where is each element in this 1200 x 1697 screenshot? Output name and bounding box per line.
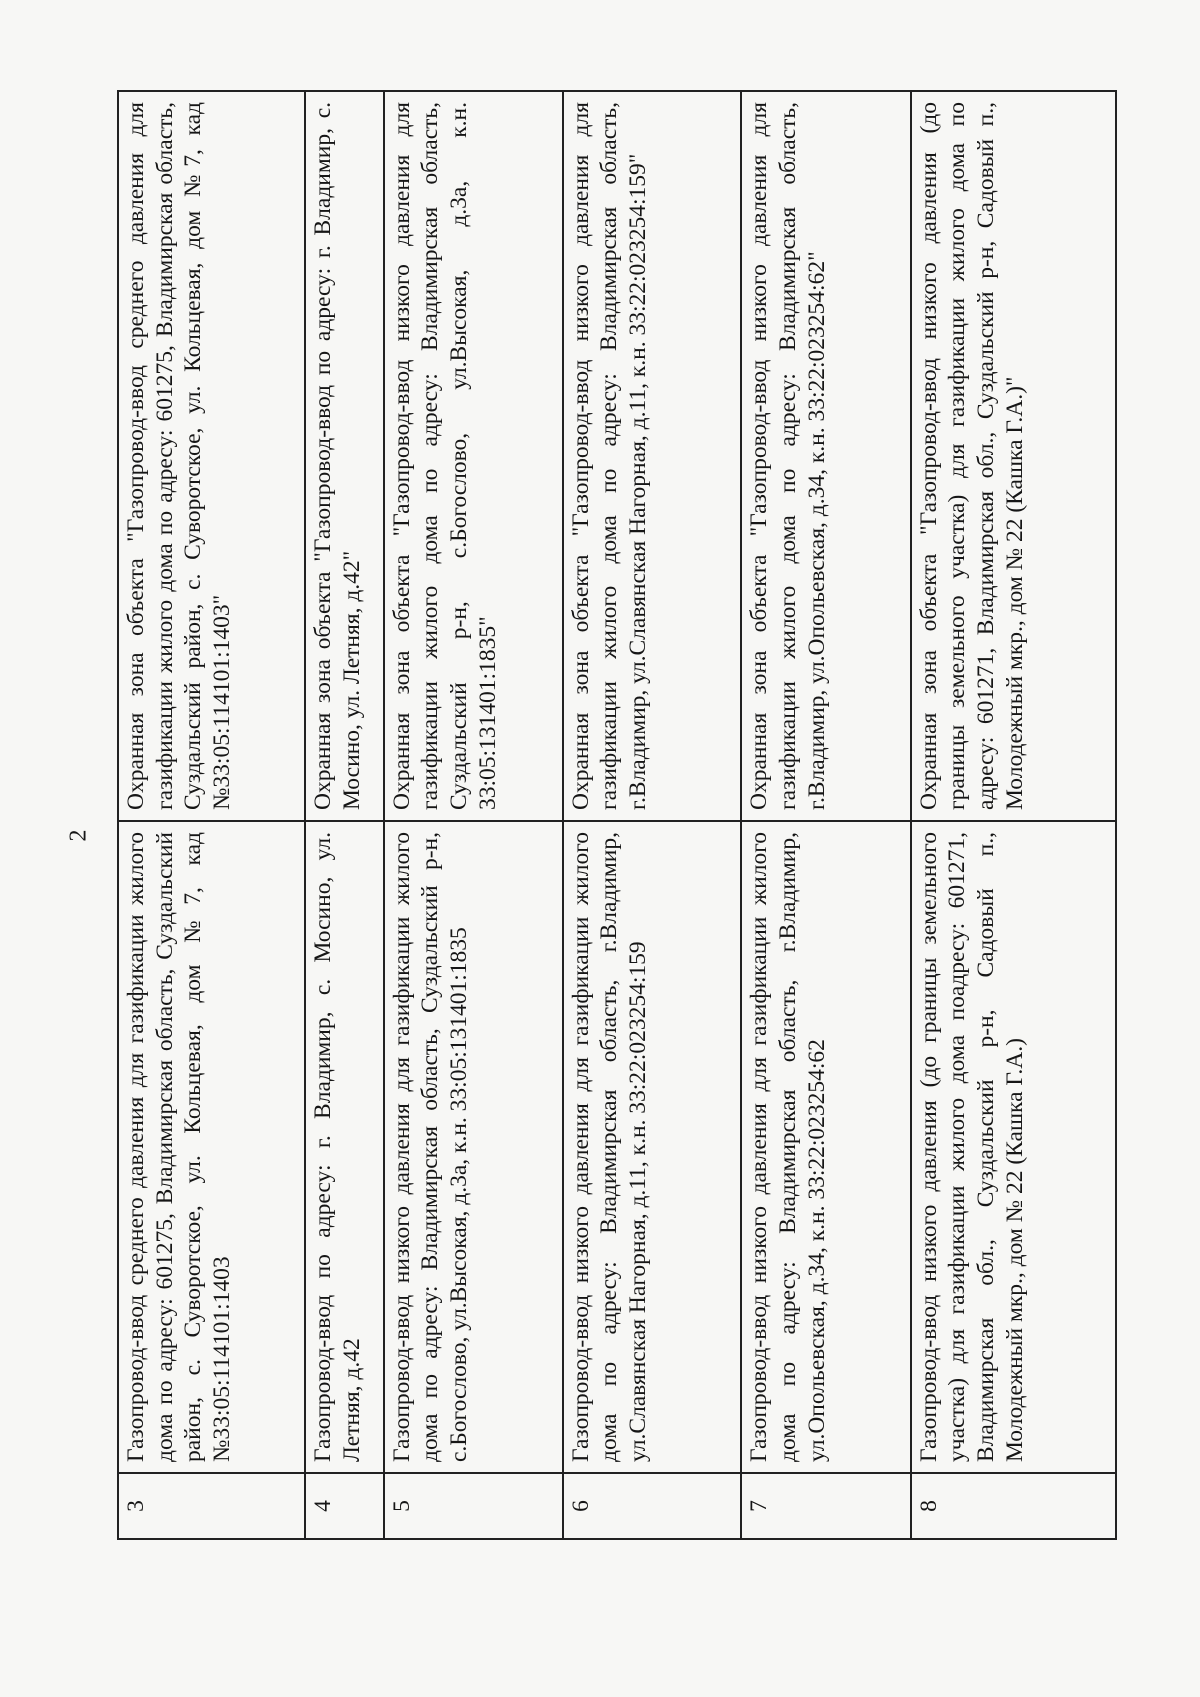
table-row (305, 91, 384, 1539)
row-number: 7 (741, 1473, 910, 1539)
table-row (563, 91, 742, 1539)
object-description: Газопровод-ввод по адресу: г. Владимир, с. Мосино, ул. Летняя, д.42 (305, 821, 384, 1473)
zones-table (117, 90, 1117, 1540)
page-number: 2 (65, 829, 92, 842)
protection-zone-description: Охранная зона объекта "Газопровод-ввод низкого давления для газификации жилого дома по адресу: Владимирская область, г.Владимир, ул.Опольевская, д.34, к.н. 33:22:023254:62" (741, 91, 910, 821)
table-row (741, 91, 910, 1539)
protection-zone-description: Охранная зона объекта "Газопровод-ввод по адресу: г. Владимир, с. Мосино, ул. Летняя, д.42" (305, 91, 384, 821)
table-row (118, 91, 305, 1539)
row-number: 3 (118, 1473, 305, 1539)
object-description: Газопровод-ввод среднего давления для газификации жилого дома по адресу: 601275, Владимирская область, Суздальский район, с. Суворотское, ул. Кольцевая, дом №7, кад №33:05:114101:1403 (118, 821, 305, 1473)
row-number: 8 (911, 1473, 1116, 1539)
protection-zone-description: Охранная зона объекта "Газопровод-ввод низкого давления для газификации жилого дома по адресу: Владимирская область, Суздальский р-н, с.Богослово, ул.Высокая, д.3а, к.н. 33:05:131401:1835" (384, 91, 563, 821)
table-row (911, 91, 1116, 1539)
table-row (384, 91, 563, 1539)
object-description: Газопровод-ввод низкого давления для газификации жилого дома по адресу: Владимирская область, г.Владимир, ул.Славянская Нагорная, д.11, к.н. 33:22:023254:159 (563, 821, 742, 1473)
protection-zone-description: Охранная зона объекта "Газопровод-ввод низкого давления для газификации жилого дома по адресу: Владимирская область, г.Владимир, ул.Славянская Нагорная, д.11, к.н. 33:22:023254:159" (563, 91, 742, 821)
object-description: Газопровод-ввод низкого давления для газификации жилого дома по адресу: Владимирская область, Суздальский р-н, с.Богослово, ул.Высокая, д.3а, к.н. 33:05:131401:1835 (384, 821, 563, 1473)
object-description: Газопровод-ввод низкого давления (до границы земельного участка) для газификации жилого дома поадресу: 601271, Владимирская обл., Суздальский р-н, Садовый п., Молодежный мкр., дом № 22 (Кашка Г.А.) (911, 821, 1116, 1473)
object-description: Газопровод-ввод низкого давления для газификации жилого дома по адресу: Владимирская область, г.Владимир, ул.Опольевская, д.34, к.н. 33:22:023254:62 (741, 821, 910, 1473)
row-number: 5 (384, 1473, 563, 1539)
protection-zone-description: Охранная зона объекта "Газопровод-ввод низкого давления (до границы земельного участка) для газификации жилого дома по адресу: 601271, Владимирская обл., Суздальский р-н, Садовый п., Молодежный мкр., дом № 22 (Кашка Г.А.)" (911, 91, 1116, 821)
protection-zone-description: Охранная зона объекта "Газопровод-ввод среднего давления для газификации жилого дома по адресу: 601275, Владимирская область, Суздальский район, с. Суворотское, ул. Кольцевая, дом №7, кад №33:05:114101:1403" (118, 91, 305, 821)
row-number: 4 (305, 1473, 384, 1539)
rotated-table-wrapper (117, 90, 1117, 1540)
row-number: 6 (563, 1473, 742, 1539)
